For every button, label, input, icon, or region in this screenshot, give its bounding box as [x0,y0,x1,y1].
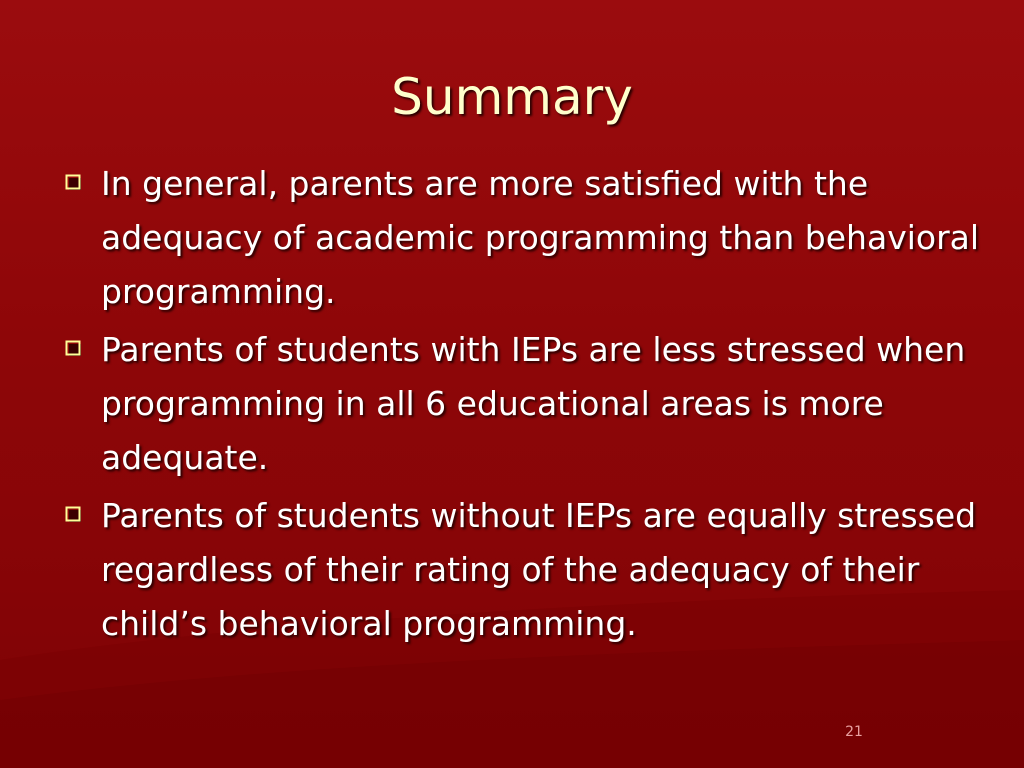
page-number: 21 [845,724,863,740]
bullet-text: Parents of students without IEPs are equally stressed regardless of their rating of the adequacy of their child’s behavioral programming. [101,496,977,643]
hollow-square-bullet-icon [65,340,82,357]
bullet-item [60,157,980,319]
slide-title: Summary [391,68,633,126]
bullet-text: Parents of students with IEPs are less stressed when programming in all 6 educational areas is more adequate. [101,330,966,477]
hollow-square-bullet-icon [65,506,82,523]
bullet-item [60,489,980,651]
bullet-list [60,157,980,655]
hollow-square-bullet-icon [65,174,82,191]
bullet-item [60,323,980,485]
bullet-text: In general, parents are more satisfied with the adequacy of academic programming than behavioral programming. [101,164,980,311]
